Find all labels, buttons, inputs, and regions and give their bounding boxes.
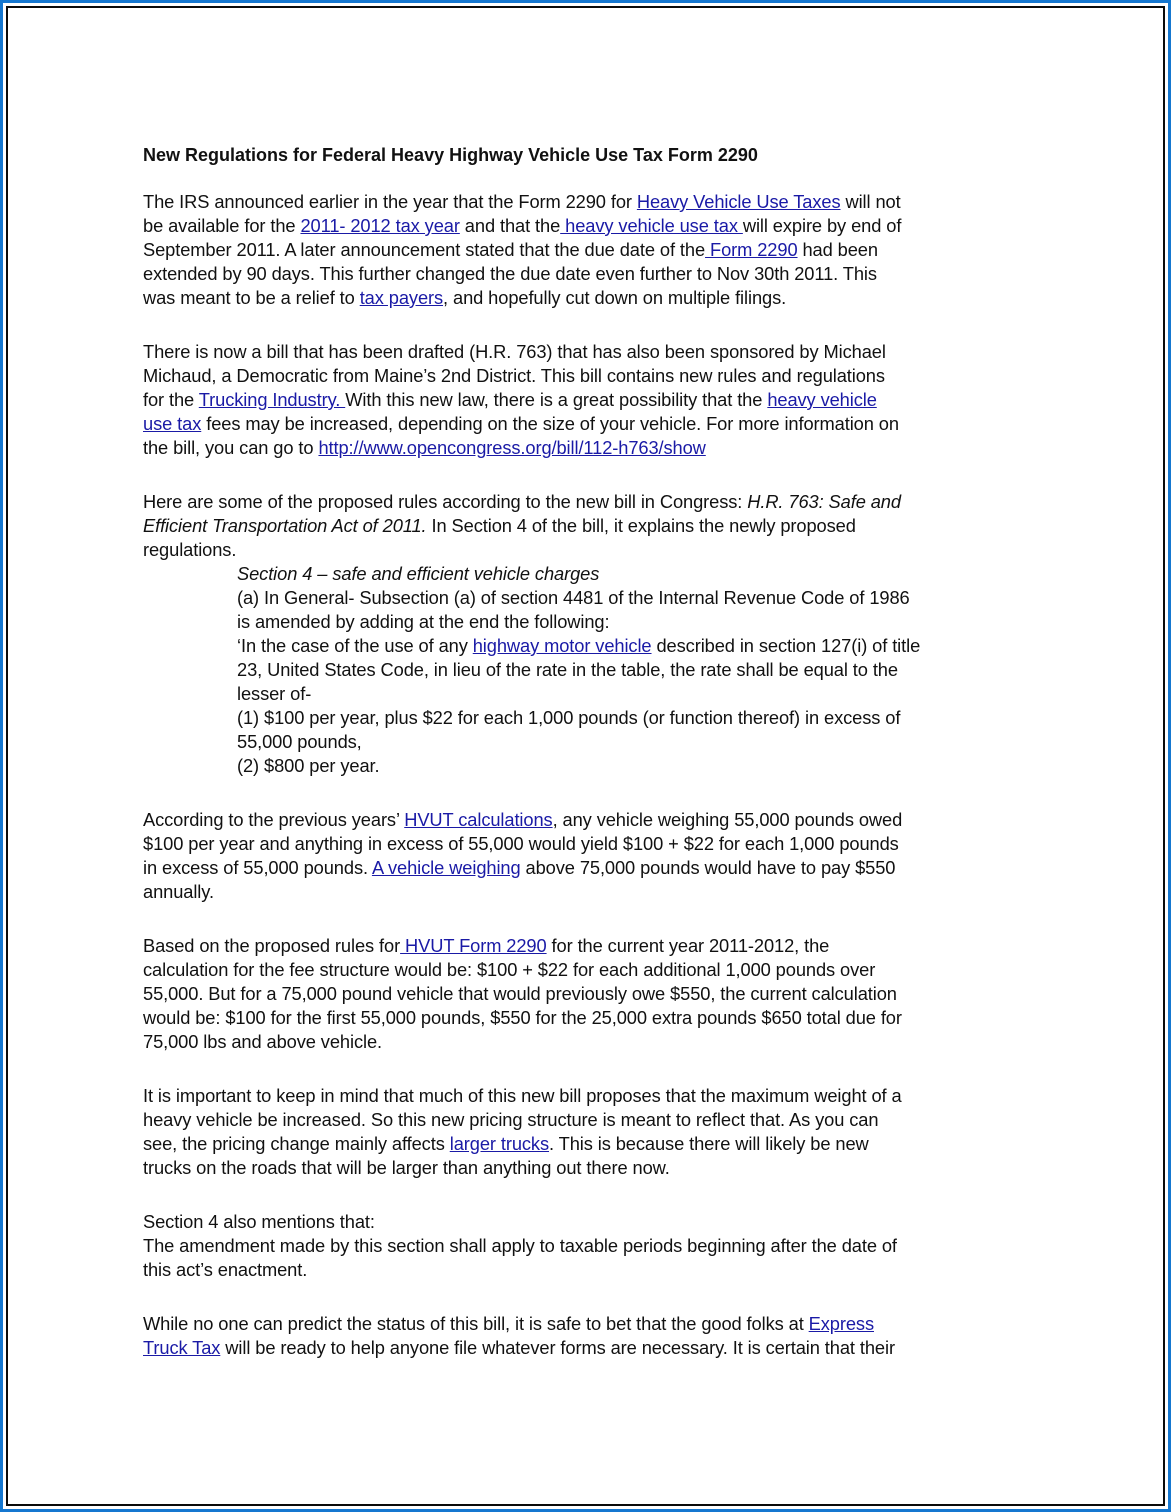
text-line: [143, 514, 1043, 538]
text-line: [143, 214, 1043, 238]
text-line: [143, 1234, 1043, 1258]
hyperlink[interactable]: 2011- 2012 tax year: [300, 215, 460, 236]
text-line: [143, 610, 1043, 634]
hyperlink[interactable]: heavy vehicle use tax: [560, 215, 743, 236]
text: 23, United States Code, in lieu of the rate in the table, the rate shall be equal to the: [237, 659, 898, 680]
text-line: [143, 238, 1043, 262]
text: Michaud, a Democratic from Maine’s 2nd District. This bill contains new rules and regulations: [143, 365, 885, 386]
text-line: [143, 958, 1043, 982]
text: (1) $100 per year, plus $22 for each 1,000 pounds (or function thereof) in excess of: [237, 707, 901, 728]
hyperlink[interactable]: HVUT calculations: [404, 809, 553, 830]
text: , any vehicle weighing 55,000 pounds owed: [552, 809, 903, 830]
text: , and hopefully cut down on multiple filings.: [443, 287, 787, 308]
text: $100 per year and anything in excess of 55,000 would yield $100 + $22 for each 1,000 pounds: [143, 833, 899, 854]
text: heavy vehicle be increased. So this new pricing structure is meant to reflect that. As you can: [143, 1109, 879, 1130]
text: described in section 127(i) of title: [651, 635, 921, 656]
text: the bill, you can go to: [143, 437, 319, 458]
text-line: [143, 982, 1043, 1006]
text-line: [143, 730, 1043, 754]
text: 55,000. But for a 75,000 pound vehicle that would previously owe $550, the current calculation: [143, 983, 897, 1004]
text: will expire by end of: [742, 215, 902, 236]
text-line: [143, 1006, 1043, 1030]
hyperlink[interactable]: highway motor vehicle: [472, 635, 652, 656]
text: Here are some of the proposed rules according to the new bill in Congress:: [143, 491, 748, 512]
text: annually.: [143, 881, 214, 902]
text-line: [143, 706, 1043, 730]
italic-text: H.R. 763: Safe and: [747, 491, 901, 512]
text: in excess of 55,000 pounds.: [143, 857, 372, 878]
hyperlink[interactable]: heavy vehicle: [767, 389, 877, 410]
text-line: [143, 880, 1043, 904]
text: 75,000 lbs and above vehicle.: [143, 1031, 382, 1052]
text: had been: [797, 239, 878, 260]
text: According to the previous years’: [143, 809, 405, 830]
text: trucks on the roads that will be larger than anything out there now.: [143, 1157, 670, 1178]
text-line: [143, 340, 1043, 364]
text: Based on the proposed rules for: [143, 935, 401, 956]
hyperlink[interactable]: Heavy Vehicle Use Taxes: [636, 191, 841, 212]
document-title: New Regulations for Federal Heavy Highway Vehicle Use Tax Form 2290: [143, 145, 758, 165]
quoted-section: [143, 562, 1043, 778]
text-line: [143, 388, 1043, 412]
text-line: [143, 436, 1043, 460]
text: extended by 90 days. This further changed the due date even further to Nov 30th 2011. This: [143, 263, 877, 284]
italic-text: Efficient Transportation Act of 2011.: [143, 515, 427, 536]
text-line: [143, 1030, 1043, 1054]
document-body: [143, 142, 1043, 1390]
text: 55,000 pounds,: [237, 731, 362, 752]
text: . This is because there will likely be new: [549, 1133, 869, 1154]
text-line: [143, 286, 1043, 310]
text-line: [143, 1108, 1043, 1132]
text-line: [143, 1312, 1043, 1336]
text-line: [143, 1336, 1043, 1360]
text: this act’s enactment.: [143, 1259, 308, 1280]
text: and that the: [459, 215, 561, 236]
text-line: [143, 682, 1043, 706]
text-line: [143, 490, 1043, 514]
hyperlink[interactable]: http://www.opencongress.org/bill/112-h763/show: [318, 437, 706, 458]
text-line: [143, 634, 1043, 658]
text-line: [143, 364, 1043, 388]
paragraph: [143, 808, 1043, 904]
text: will not: [840, 191, 901, 212]
text: was meant to be a relief to: [143, 287, 360, 308]
hyperlink[interactable]: Express: [808, 1313, 874, 1334]
text-line: [143, 1156, 1043, 1180]
text: (a) In General- Subsection (a) of section 4481 of the Internal Revenue Code of 1986: [237, 587, 910, 608]
paragraph: [143, 934, 1043, 1054]
text-line: [143, 1084, 1043, 1108]
text: be available for the: [143, 215, 301, 236]
paragraph: [143, 190, 1043, 310]
text: It is important to keep in mind that much of this new bill proposes that the maximum weight of a: [143, 1085, 902, 1106]
text: will be ready to help anyone file whatever forms are necessary. It is certain that their: [220, 1337, 895, 1358]
text-line: [143, 832, 1043, 856]
hyperlink[interactable]: A vehicle weighing: [371, 857, 521, 878]
text: fees may be increased, depending on the size of your vehicle. For more information on: [201, 413, 899, 434]
text: (2) $800 per year.: [237, 755, 380, 776]
text-line: [143, 754, 1043, 778]
text: for the current year 2011-2012, the: [546, 935, 830, 956]
hyperlink[interactable]: HVUT Form 2290: [400, 935, 547, 956]
text-line: [143, 808, 1043, 832]
text: for the: [143, 389, 199, 410]
text-line: [143, 856, 1043, 880]
text: regulations.: [143, 539, 237, 560]
text: ‘In the case of the use of any: [237, 635, 473, 656]
hyperlink[interactable]: larger trucks: [449, 1133, 550, 1154]
italic-text: Section 4 – safe and efficient vehicle charges: [237, 563, 600, 584]
text: With this new law, there is a great possibility that the: [345, 389, 768, 410]
text: Section 4 also mentions that:: [143, 1211, 375, 1232]
text: calculation for the fee structure would be: $100 + $22 for each additional 1,000 pounds over: [143, 959, 876, 980]
text: lesser of-: [237, 683, 312, 704]
hyperlink[interactable]: Trucking Industry.: [198, 389, 346, 410]
paragraph: [143, 1210, 1043, 1282]
text: While no one can predict the status of this bill, it is safe to bet that the good folks at: [143, 1313, 809, 1334]
paragraph: [143, 490, 1043, 562]
paragraphs: [143, 190, 1043, 1360]
text-line: [143, 1258, 1043, 1282]
paragraph: [143, 1084, 1043, 1180]
text: would be: $100 for the first 55,000 pounds, $550 for the 25,000 extra pounds $650 total due for: [143, 1007, 902, 1028]
hyperlink[interactable]: use tax: [143, 413, 202, 434]
text-line: [143, 934, 1043, 958]
hyperlink[interactable]: tax payers: [359, 287, 444, 308]
text-line: [143, 562, 1043, 586]
paragraph: [143, 1312, 1043, 1360]
hyperlink[interactable]: Form 2290: [705, 239, 798, 260]
text-line: [143, 586, 1043, 610]
text: The amendment made by this section shall apply to taxable periods beginning after the date of: [143, 1235, 897, 1256]
text-line: [143, 190, 1043, 214]
text: The IRS announced earlier in the year that the Form 2290 for: [143, 191, 637, 212]
text: In Section 4 of the bill, it explains the newly proposed: [426, 515, 856, 536]
text-line: [143, 412, 1043, 436]
paragraph: [143, 340, 1043, 460]
text: There is now a bill that has been drafted (H.R. 763) that has also been sponsored by Michael: [143, 341, 886, 362]
text-line: [143, 538, 1043, 562]
text-line: [143, 1132, 1043, 1156]
text-line: [143, 658, 1043, 682]
text-line: [143, 262, 1043, 286]
text-line: [143, 1210, 1043, 1234]
text: September 2011. A later announcement stated that the due date of the: [143, 239, 706, 260]
text: is amended by adding at the end the following:: [237, 611, 610, 632]
hyperlink[interactable]: Truck Tax: [143, 1337, 221, 1358]
text: above 75,000 pounds would have to pay $550: [520, 857, 896, 878]
text: see, the pricing change mainly affects: [143, 1133, 450, 1154]
